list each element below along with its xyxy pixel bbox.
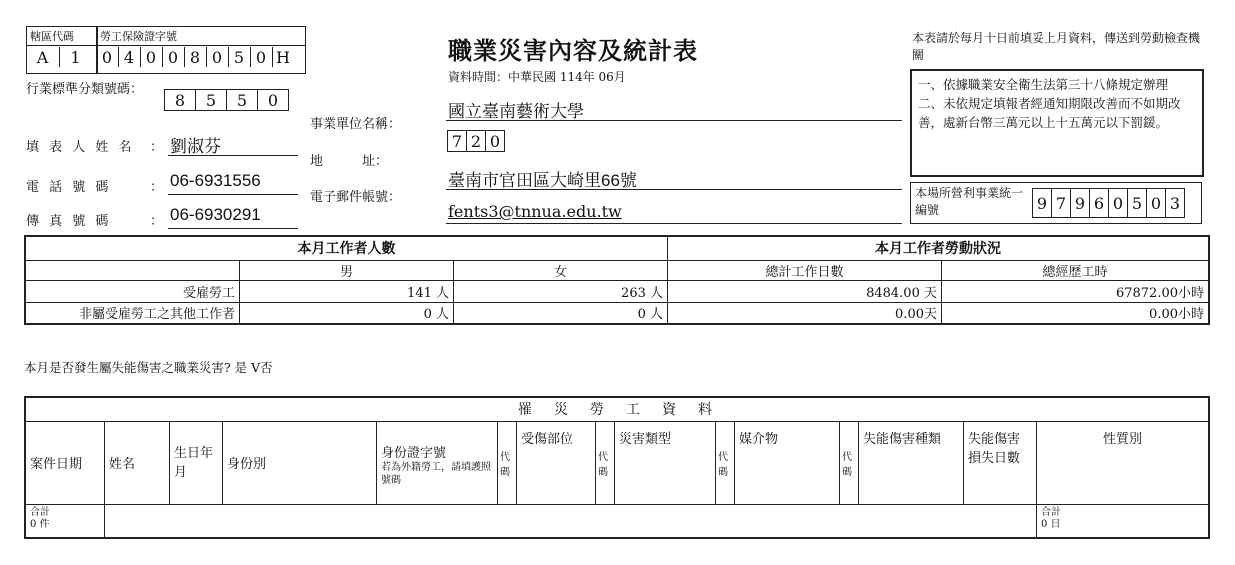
district-digit: A [26, 47, 60, 67]
phone-label: 電 話 號 碼 [26, 180, 112, 195]
filler-underline [168, 155, 298, 156]
address-label: 地 址： [310, 154, 389, 169]
workers-header: 本月工作者人數 [25, 236, 668, 260]
case-date-header: 案件日期 [25, 421, 105, 504]
blank-cell [25, 260, 240, 280]
industry-digit: 0 [257, 89, 289, 111]
identity-header: 身份別 [223, 421, 377, 504]
biz-digit: 7 [1051, 188, 1071, 218]
female-count: 0 人 [454, 302, 668, 324]
industry-label: 行業標準分類號碼： [26, 82, 144, 97]
district-code-label: 轄區代碼 [27, 27, 97, 46]
biz-digit: 6 [1089, 188, 1109, 218]
male-count: 0 人 [240, 302, 454, 324]
total-cases: 合計 0 件 [25, 504, 105, 538]
insurance-digit: 0 [140, 47, 163, 67]
data-time: 資料時間：中華民國 114年 06月 [448, 70, 626, 84]
insurance-number-block [96, 26, 306, 74]
phone-value: 06-6931556 [170, 171, 261, 190]
insurance-digit: 8 [184, 47, 207, 67]
work-days: 0.00天 [668, 302, 942, 324]
worker-stats-table [24, 235, 1210, 325]
filler-name: 劉淑芬 [170, 137, 221, 156]
work-hours: 0.00小時 [942, 302, 1210, 324]
id-number-note: 若為外籍勞工，請填護照號碼 [381, 461, 491, 486]
industry-code [165, 89, 289, 111]
total-days: 合計 0 日 [1037, 504, 1210, 538]
rules-box [910, 69, 1204, 177]
unit-name-underline [446, 120, 902, 121]
colon: ： [150, 180, 164, 195]
fax-value: 06-6930291 [170, 205, 261, 224]
unit-name: 國立臺南藝術大學 [448, 102, 584, 121]
insurance-digit: 4 [118, 47, 141, 67]
victim-table-title: 罹 災 勞 工 資 料 [25, 397, 1209, 421]
insurance-digit: 5 [228, 47, 251, 67]
male-header: 男 [240, 260, 454, 280]
disaster-type-header: 災害類型 [615, 421, 716, 504]
female-header: 女 [454, 260, 668, 280]
industry-digit: 8 [164, 89, 196, 111]
fax-underline [168, 228, 298, 229]
male-count: 141 人 [240, 280, 454, 302]
zip-digit: 7 [447, 130, 467, 152]
email-label: 電子郵件帳號： [310, 190, 402, 205]
filler-label: 填 表 人 姓 名 [26, 140, 135, 155]
code-header: 代碼 [716, 421, 735, 504]
zip-digit: 2 [466, 130, 486, 152]
code-header: 代碼 [840, 421, 859, 504]
colon: ： [150, 214, 164, 229]
total-row-blank [105, 504, 1037, 538]
biz-digit: 0 [1146, 188, 1166, 218]
code-header: 代碼 [596, 421, 615, 504]
disability-question: 本月是否發生屬失能傷害之職業災害? 是 V否 [24, 360, 273, 375]
fax-label: 傳 真 號 碼 [26, 214, 112, 229]
injury-part-header: 受傷部位 [517, 421, 596, 504]
biz-digit: 9 [1070, 188, 1090, 218]
page-title: 職業災害內容及統計表 [448, 36, 698, 65]
unit-name-label: 事業單位名稱： [310, 117, 402, 132]
insurance-label: 勞工保險證字號 [97, 27, 305, 46]
insurance-digit: H [276, 47, 290, 67]
submission-notice: 本表請於每月十日前填妥上月資料，傳送到勞動檢查機關 [912, 31, 1201, 62]
insurance-digit: 0 [162, 47, 185, 67]
colon: ： [150, 140, 164, 155]
row-label: 非屬受雇勞工之其他工作者 [25, 302, 240, 324]
zip-code [448, 130, 505, 152]
female-count: 263 人 [454, 280, 668, 302]
biz-number-label: 本場所營利事業統一編號 [915, 186, 1024, 217]
work-days: 8484.00 天 [668, 280, 942, 302]
work-hours: 67872.00小時 [942, 280, 1210, 302]
insurance-digit: 0 [96, 47, 119, 67]
birth-header: 生日年月 [170, 421, 223, 504]
insurance-digit: 0 [250, 47, 273, 67]
biz-digit: 0 [1108, 188, 1128, 218]
address-underline [446, 189, 902, 190]
district-code-block [26, 26, 98, 74]
name-header: 姓名 [105, 421, 170, 504]
id-number-header [377, 421, 498, 504]
rules-text: 一、依據職業安全衛生法第三十八條規定辦理 二、未依規定填報者經通知期限改善而不如期改善，處新台幣三萬元以上十五萬元以下罰鍰。 [918, 77, 1181, 130]
industry-digit: 5 [195, 89, 227, 111]
victim-table [24, 396, 1210, 539]
district-digit: 1 [70, 47, 81, 67]
industry-digit: 5 [226, 89, 258, 111]
zip-digit: 0 [485, 130, 505, 152]
total-days-header: 總計工作日數 [668, 260, 942, 280]
row-label: 受雇勞工 [25, 280, 240, 302]
biz-digit: 5 [1127, 188, 1147, 218]
code-header: 代碼 [498, 421, 517, 504]
biz-number-block [910, 182, 1202, 224]
biz-digit: 9 [1032, 188, 1052, 218]
insurance-digit: 0 [206, 47, 229, 67]
lost-days-header: 失能傷害損失日數 [964, 421, 1037, 504]
email-underline [446, 223, 902, 224]
address-value: 臺南市官田區大崎里66號 [448, 171, 637, 190]
id-number-label: 身份證字號 [381, 445, 447, 461]
biz-digit: 3 [1165, 188, 1185, 218]
disability-type-header: 失能傷害種類 [859, 421, 964, 504]
phone-underline [168, 194, 298, 195]
email-value[interactable]: fents3@tnnua.edu.tw [448, 202, 622, 221]
medium-header: 媒介物 [735, 421, 840, 504]
nature-header: 性質別 [1037, 421, 1210, 504]
labor-header: 本月工作者勞動狀況 [668, 236, 1210, 260]
total-hours-header: 總經歷工時 [942, 260, 1210, 280]
